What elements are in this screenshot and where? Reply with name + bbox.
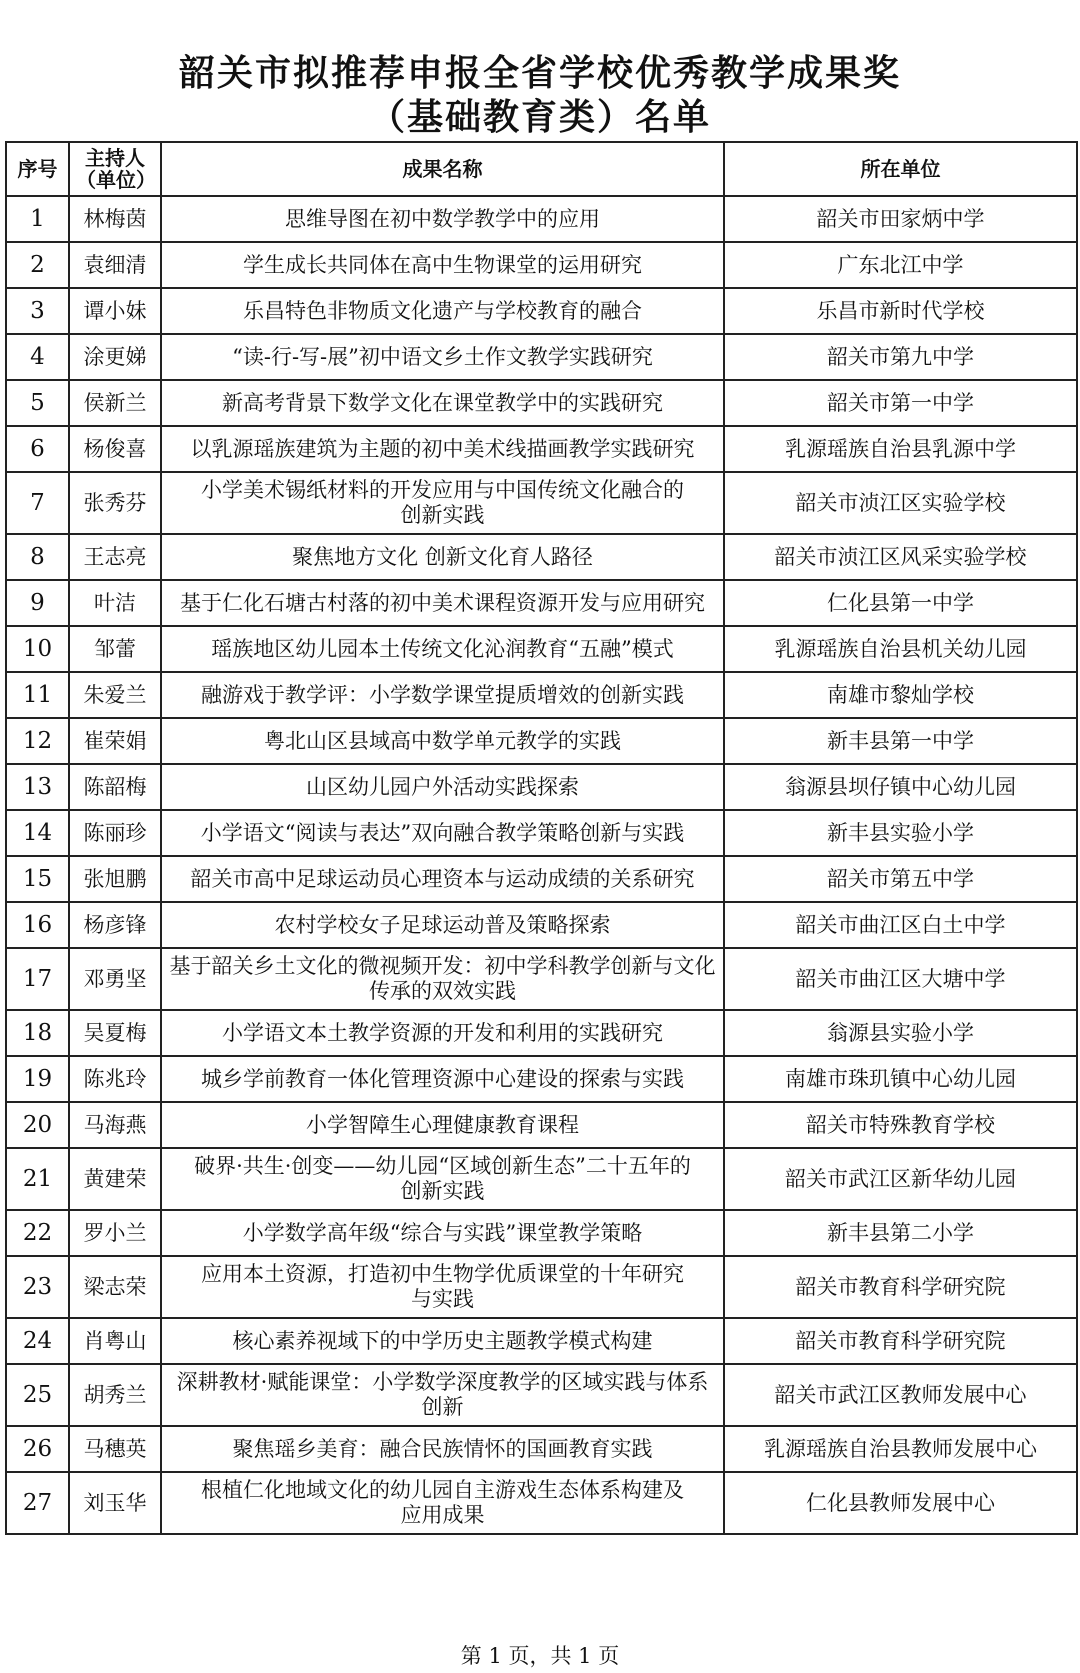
table-row	[6, 1256, 1077, 1318]
document-subtitle: （基础教育类）名单	[368, 97, 711, 138]
row-number: 14	[6, 810, 69, 856]
achievement-name-line: 小学数学高年级“综合与实践”课堂教学策略	[242, 1220, 643, 1245]
table-row	[6, 196, 1077, 242]
achievement-name-line: “读-行-写-展”初中语文乡土作文教学实践研究	[232, 344, 653, 369]
achievement-name-line: 瑶族地区幼儿园本土传统文化沁润教育“五融”模式	[211, 636, 674, 661]
row-host: 罗小兰	[69, 1210, 161, 1256]
table-row	[6, 1148, 1077, 1210]
row-number: 20	[6, 1102, 69, 1148]
table-body	[6, 196, 1077, 1534]
row-unit: 仁化县教师发展中心	[724, 1472, 1077, 1534]
row-unit: 新丰县第一中学	[724, 718, 1077, 764]
row-host: 马穗英	[69, 1426, 161, 1472]
header-host-line1: 主持人	[85, 146, 145, 170]
achievement-name-line: 与实践	[411, 1287, 474, 1311]
achievement-name-line: 聚焦地方文化 创新文化育人路径	[292, 544, 593, 569]
achievement-name-line: 学生成长共同体在高中生物课堂的运用研究	[243, 252, 642, 277]
row-achievement-name	[161, 902, 724, 948]
row-host: 马海燕	[69, 1102, 161, 1148]
row-host: 肖粤山	[69, 1318, 161, 1364]
achievement-name-line: 韶关市高中足球运动员心理资本与运动成绩的关系研究	[190, 866, 695, 891]
row-host: 梁志荣	[69, 1256, 161, 1318]
achievement-name-line: 传承的双效实践	[369, 979, 516, 1003]
achievement-name-line: 创新实践	[400, 1179, 485, 1203]
row-achievement-name	[161, 1148, 724, 1210]
row-unit: 韶关市曲江区大塘中学	[724, 948, 1077, 1010]
achievement-name-line: 聚焦瑶乡美育：融合民族情怀的国画教育实践	[232, 1436, 653, 1461]
achievement-name-line: 以乳源瑶族建筑为主题的初中美术线描画教学实践研究	[190, 436, 695, 461]
row-host: 崔荣娟	[69, 718, 161, 764]
table-row	[6, 948, 1077, 1010]
row-unit: 韶关市教育科学研究院	[724, 1318, 1077, 1364]
row-unit: 韶关市特殊教育学校	[724, 1102, 1077, 1148]
achievement-name-line: 应用成果	[400, 1503, 485, 1527]
page-footer: 第 1 页，共 1 页	[460, 1644, 620, 1668]
row-number: 11	[6, 672, 69, 718]
row-host: 陈兆玲	[69, 1056, 161, 1102]
header-achievement-name: 成果名称	[161, 142, 724, 196]
row-number: 26	[6, 1426, 69, 1472]
table-row	[6, 1056, 1077, 1102]
row-number: 13	[6, 764, 69, 810]
row-unit: 韶关市田家炳中学	[724, 196, 1077, 242]
row-achievement-name	[161, 1256, 724, 1318]
table-row	[6, 534, 1077, 580]
row-host: 袁细清	[69, 242, 161, 288]
row-achievement-name	[161, 1318, 724, 1364]
achievement-name-line: 粤北山区县域高中数学单元教学的实践	[264, 728, 621, 753]
row-unit: 韶关市武江区新华幼儿园	[724, 1148, 1077, 1210]
row-unit: 新丰县第二小学	[724, 1210, 1077, 1256]
table-row	[6, 1010, 1077, 1056]
table-header-row	[6, 142, 1077, 196]
row-host: 刘玉华	[69, 1472, 161, 1534]
table-row	[6, 1472, 1077, 1534]
row-unit: 乐昌市新时代学校	[724, 288, 1077, 334]
table-row	[6, 718, 1077, 764]
achievement-name-line: 破界·共生·创变——幼儿园“区域创新生态”二十五年的	[194, 1154, 691, 1178]
row-unit: 南雄市黎灿学校	[724, 672, 1077, 718]
row-achievement-name	[161, 242, 724, 288]
row-achievement-name	[161, 1010, 724, 1056]
row-host: 陈丽珍	[69, 810, 161, 856]
row-host: 谭小妹	[69, 288, 161, 334]
table-row	[6, 1364, 1077, 1426]
row-achievement-name	[161, 948, 724, 1010]
row-unit: 韶关市第五中学	[724, 856, 1077, 902]
table-row	[6, 902, 1077, 948]
row-number: 2	[6, 242, 69, 288]
row-number: 25	[6, 1364, 69, 1426]
row-achievement-name	[161, 1472, 724, 1534]
row-achievement-name	[161, 196, 724, 242]
row-number: 1	[6, 196, 69, 242]
table-row	[6, 1426, 1077, 1472]
row-host: 叶洁	[69, 580, 161, 626]
header-no: 序号	[6, 142, 69, 196]
row-number: 19	[6, 1056, 69, 1102]
table-row	[6, 242, 1077, 288]
row-achievement-name	[161, 1426, 724, 1472]
row-host: 吴夏梅	[69, 1010, 161, 1056]
row-achievement-name	[161, 288, 724, 334]
achievement-name-line: 农村学校女子足球运动普及策略探索	[274, 912, 611, 937]
table-row	[6, 810, 1077, 856]
row-number: 5	[6, 380, 69, 426]
row-host: 黄建荣	[69, 1148, 161, 1210]
row-number: 9	[6, 580, 69, 626]
table-row	[6, 626, 1077, 672]
achievement-name-line: 小学语文本土教学资源的开发和利用的实践研究	[222, 1020, 663, 1045]
row-number: 8	[6, 534, 69, 580]
table-row	[6, 764, 1077, 810]
achievement-name-line: 城乡学前教育一体化管理资源中心建设的探索与实践	[201, 1066, 684, 1091]
table-row	[6, 856, 1077, 902]
row-unit: 新丰县实验小学	[724, 810, 1077, 856]
row-number: 22	[6, 1210, 69, 1256]
row-unit: 乳源瑶族自治县机关幼儿园	[724, 626, 1077, 672]
row-host: 胡秀兰	[69, 1364, 161, 1426]
achievement-name-line: 小学语文“阅读与表达”双向融合教学策略创新与实践	[200, 820, 685, 845]
row-achievement-name	[161, 1056, 724, 1102]
row-achievement-name	[161, 380, 724, 426]
document-title: 韶关市拟推荐申报全省学校优秀教学成果奖	[178, 53, 901, 94]
row-unit: 仁化县第一中学	[724, 580, 1077, 626]
header-host	[69, 142, 161, 196]
row-host: 陈韶梅	[69, 764, 161, 810]
row-achievement-name	[161, 534, 724, 580]
achievement-name-line: 根植仁化地域文化的幼儿园自主游戏生态体系构建及	[201, 1478, 684, 1502]
achievement-name-line: 新高考背景下数学文化在课堂教学中的实践研究	[222, 390, 663, 415]
table-row	[6, 334, 1077, 380]
row-achievement-name	[161, 718, 724, 764]
row-host: 张旭鹏	[69, 856, 161, 902]
row-host: 邓勇坚	[69, 948, 161, 1010]
table-row	[6, 472, 1077, 534]
row-unit: 广东北江中学	[724, 242, 1077, 288]
row-achievement-name	[161, 1364, 724, 1426]
achievement-name-line: 乐昌特色非物质文化遗产与学校教育的融合	[243, 298, 642, 323]
row-unit: 韶关市第一中学	[724, 380, 1077, 426]
row-achievement-name	[161, 856, 724, 902]
table-row	[6, 1318, 1077, 1364]
achievement-name-line: 应用本土资源，打造初中生物学优质课堂的十年研究	[201, 1262, 684, 1286]
row-number: 16	[6, 902, 69, 948]
table-row	[6, 672, 1077, 718]
row-host: 张秀芬	[69, 472, 161, 534]
row-unit: 翁源县坝仔镇中心幼儿园	[724, 764, 1077, 810]
row-number: 21	[6, 1148, 69, 1210]
achievement-name-line: 创新	[421, 1395, 464, 1419]
achievement-name-line: 核心素养视域下的中学历史主题教学模式构建	[232, 1328, 653, 1353]
table-row	[6, 288, 1077, 334]
row-host: 杨彦锋	[69, 902, 161, 948]
row-number: 17	[6, 948, 69, 1010]
row-achievement-name	[161, 580, 724, 626]
row-number: 18	[6, 1010, 69, 1056]
row-number: 24	[6, 1318, 69, 1364]
row-achievement-name	[161, 672, 724, 718]
achievement-name-line: 基于韶关乡土文化的微视频开发：初中学科教学创新与文化	[169, 954, 716, 978]
header-unit: 所在单位	[724, 142, 1077, 196]
row-unit: 韶关市武江区教师发展中心	[724, 1364, 1077, 1426]
row-unit: 韶关市浈江区实验学校	[724, 472, 1077, 534]
achievement-name-line: 思维导图在初中数学教学中的应用	[285, 206, 600, 231]
row-achievement-name	[161, 1102, 724, 1148]
row-host: 侯新兰	[69, 380, 161, 426]
table-row	[6, 580, 1077, 626]
row-number: 15	[6, 856, 69, 902]
row-number: 6	[6, 426, 69, 472]
row-unit: 韶关市浈江区风采实验学校	[724, 534, 1077, 580]
row-unit: 乳源瑶族自治县教师发展中心	[724, 1426, 1077, 1472]
row-unit: 翁源县实验小学	[724, 1010, 1077, 1056]
row-unit: 韶关市曲江区白土中学	[724, 902, 1077, 948]
achievement-name-line: 融游戏于教学评：小学数学课堂提质增效的创新实践	[201, 682, 684, 707]
achievement-name-line: 深耕教材·赋能课堂：小学数学深度教学的区域实践与体系	[176, 1370, 709, 1394]
row-achievement-name	[161, 426, 724, 472]
row-number: 12	[6, 718, 69, 764]
table-row	[6, 380, 1077, 426]
row-number: 27	[6, 1472, 69, 1534]
table-row	[6, 426, 1077, 472]
row-host: 杨俊喜	[69, 426, 161, 472]
achievement-name-line: 小学美术锡纸材料的开发应用与中国传统文化融合的	[201, 478, 684, 502]
table-row	[6, 1210, 1077, 1256]
achievement-name-line: 基于仁化石塘古村落的初中美术课程资源开发与应用研究	[180, 590, 705, 615]
row-number: 7	[6, 472, 69, 534]
row-number: 4	[6, 334, 69, 380]
row-unit: 韶关市第九中学	[724, 334, 1077, 380]
row-achievement-name	[161, 810, 724, 856]
row-unit: 韶关市教育科学研究院	[724, 1256, 1077, 1318]
row-host: 林梅茵	[69, 196, 161, 242]
achievement-name-line: 山区幼儿园户外活动实践探索	[306, 774, 579, 799]
row-achievement-name	[161, 626, 724, 672]
row-achievement-name	[161, 472, 724, 534]
row-unit: 乳源瑶族自治县乳源中学	[724, 426, 1077, 472]
row-achievement-name	[161, 764, 724, 810]
achievement-name-line: 创新实践	[400, 503, 485, 527]
row-achievement-name	[161, 334, 724, 380]
row-number: 3	[6, 288, 69, 334]
row-host: 邹蕾	[69, 626, 161, 672]
recommendation-table	[5, 141, 1078, 1535]
row-number: 10	[6, 626, 69, 672]
row-achievement-name	[161, 1210, 724, 1256]
row-unit: 南雄市珠玑镇中心幼儿园	[724, 1056, 1077, 1102]
row-host: 朱爱兰	[69, 672, 161, 718]
row-host: 王志亮	[69, 534, 161, 580]
row-host: 涂更娣	[69, 334, 161, 380]
header-host-line2: （单位）	[76, 168, 156, 192]
achievement-name-line: 小学智障生心理健康教育课程	[306, 1112, 579, 1137]
table-row	[6, 1102, 1077, 1148]
row-number: 23	[6, 1256, 69, 1318]
